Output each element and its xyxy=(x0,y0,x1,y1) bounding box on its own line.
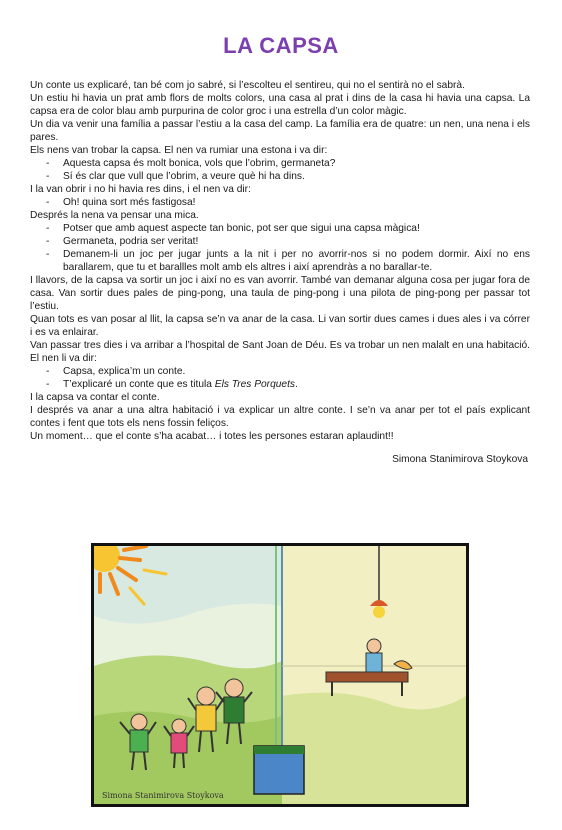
dash: - xyxy=(46,379,50,390)
dialogue-text: Sí és clar que vull que l’obrim, a veure què hi ha dins. xyxy=(63,171,305,182)
drawing-signature: Simona Stanimirova Stoykova xyxy=(102,791,224,800)
paragraph: I la capsa va contar el conte. xyxy=(30,392,160,403)
dash: - xyxy=(46,366,50,377)
paragraph: Després la nena va pensar una mica. xyxy=(30,210,199,221)
paragraph: Un estiu hi havia un prat amb flors de molts colors, una casa al prat i dins de la casa hi havia una capsa. La capsa era de color blau amb purpurina de color groc i una estrella d’un color màgic. xyxy=(30,93,530,117)
paragraph: Els nens van trobar la capsa. El nen va rumiar una estona i va dir: xyxy=(30,145,328,156)
paragraph: Van passar tres dies i va arribar a l’hospital de Sant Joan de Déu. Es va trobar un nen malalt en una habitació. El nen li va dir: xyxy=(30,340,530,364)
paragraph: I llavors, de la capsa va sortir un joc i així no es van avorrir. També van demanar alguna cosa per jugar fora de casa. Van sortir dues pales de ping-pong, una taula de ping-pong i una pilota de ping-pong per passar tot l’estiu. xyxy=(30,275,530,312)
dialogue-line xyxy=(30,170,530,183)
dialogue-text: Germaneta, podria ser veritat! xyxy=(63,236,199,247)
dash: - xyxy=(46,223,50,234)
dialogue-text: Oh! quina sort més fastigosa! xyxy=(63,197,196,208)
period: . xyxy=(295,379,298,390)
dialogue-line xyxy=(30,248,530,274)
dash: - xyxy=(46,236,50,247)
dialogue-text: Demanem-li un joc per jugar junts a la nit i per no avorrir-nos si no podem dormir. Així no ens barallarem, que tu et barallles molt amb els altres i així aprendràs a no barallar-te. xyxy=(63,249,530,273)
dialogue-line xyxy=(30,378,530,391)
dialogue-line xyxy=(30,235,530,248)
paragraph: I després va anar a una altra habitació i va explicar un altre conte. I se’n va anar per tot el país explicant contes i fent que tots els nens fossin feliços. xyxy=(30,405,530,429)
sick-child xyxy=(366,639,382,673)
dialogue-text: T’explicaré un conte que es titula xyxy=(63,379,212,390)
room-floor xyxy=(282,693,466,804)
dialogue-text: Aquesta capsa és molt bonica, vols que l’obrim, germaneta? xyxy=(63,158,336,169)
story-body xyxy=(30,79,530,466)
story-title-italic: Els Tres Porquets xyxy=(214,379,295,390)
dash: - xyxy=(46,171,50,182)
dialogue-line xyxy=(30,196,530,209)
dash: - xyxy=(46,158,50,169)
dialogue-line xyxy=(30,222,530,235)
paragraph: Un conte us explicaré, tan bé com jo sabré, si l’escolteu el sentireu, qui no el sentirà no el sabrà. xyxy=(30,80,465,91)
page-title: LA CAPSA xyxy=(223,33,339,58)
dialogue-text: Capsa, explica’m un conte. xyxy=(63,366,186,377)
child-drawing xyxy=(91,543,469,807)
blue-box xyxy=(254,746,304,794)
author-signature: Simona Stanimirova Stoykova xyxy=(392,454,528,465)
dialogue-text: Potser que amb aquest aspecte tan bonic, pot ser que sigui una capsa màgica! xyxy=(63,223,420,234)
dash: - xyxy=(46,197,50,208)
paragraph: I la van obrir i no hi havia res dins, i el nen va dir: xyxy=(30,184,251,195)
dash: - xyxy=(46,249,50,260)
paragraph: Un dia va venir una família a passar l’estiu a la casa del camp. La família era de quatre: un nen, una nena i els pares. xyxy=(30,119,530,143)
paragraph: Un moment… que el conte s’ha acabat… i totes les persones estaran aplaudint!! xyxy=(30,431,394,442)
dialogue-line xyxy=(30,157,530,170)
dialogue-line xyxy=(30,365,530,378)
drawing-canvas xyxy=(94,546,466,804)
paragraph: Quan tots es van posar al llit, la capsa se’n va anar de la casa. Li van sortir dues cames i dues ales i va córrer i es va enlairar. xyxy=(30,314,530,338)
